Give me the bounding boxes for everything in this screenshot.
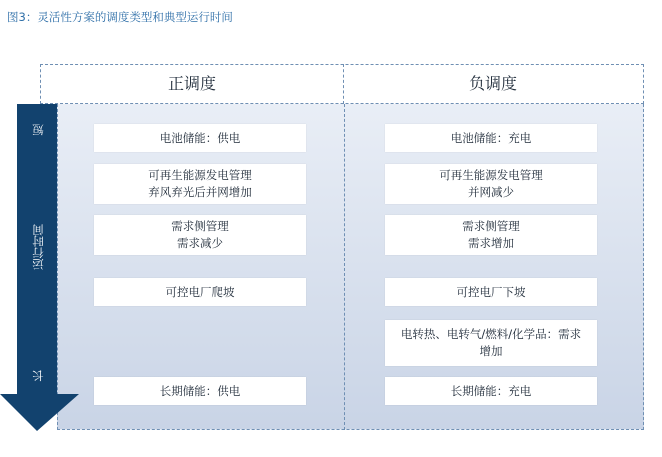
box-line: 电转热、电转气/燃料/化学品：需求 — [400, 327, 582, 341]
negative-box — [385, 215, 597, 255]
positive-box — [94, 377, 306, 405]
box-line: 可再生能源发电管理 — [439, 168, 543, 182]
figure-caption: 图3：灵活性方案的调度类型和典型运行时间 — [7, 10, 233, 24]
negative-box — [385, 278, 597, 306]
positive-box — [94, 278, 306, 306]
negative-box — [385, 320, 597, 366]
box-line: 需求侧管理 — [171, 219, 229, 233]
box-line: 需求减少 — [177, 236, 223, 250]
arrow-label-runtime: 运行时间 — [31, 224, 45, 270]
box-line: 需求侧管理 — [462, 219, 520, 233]
positive-box — [94, 164, 306, 204]
box-line: 需求增加 — [468, 236, 514, 250]
box-line: 增加 — [479, 344, 503, 358]
box-line: 可控电厂爬坡 — [165, 284, 235, 299]
positive-box — [94, 215, 306, 255]
negative-box — [385, 124, 597, 152]
box-line: 电池储能：供电 — [159, 130, 241, 145]
header-row — [40, 64, 644, 104]
box-line: 长期储能：充电 — [450, 383, 532, 398]
negative-box — [385, 377, 597, 405]
box-line: 弃风弃光后并网增加 — [148, 185, 252, 199]
box-line: 长期储能：供电 — [159, 383, 241, 398]
negative-dispatch-header: 负调度 — [468, 74, 517, 93]
column-divider — [344, 104, 345, 430]
positive-dispatch-header: 正调度 — [167, 74, 216, 93]
box-line: 可控电厂下坡 — [456, 284, 526, 299]
positive-box — [94, 124, 306, 152]
arrow-label-long: 长 — [31, 370, 45, 382]
box-line: 可再生能源发电管理 — [148, 168, 252, 182]
negative-box — [385, 164, 597, 204]
box-line: 并网减少 — [468, 185, 514, 199]
arrow-label-short: 短 — [31, 124, 45, 136]
box-line: 电池储能：充电 — [450, 130, 532, 145]
